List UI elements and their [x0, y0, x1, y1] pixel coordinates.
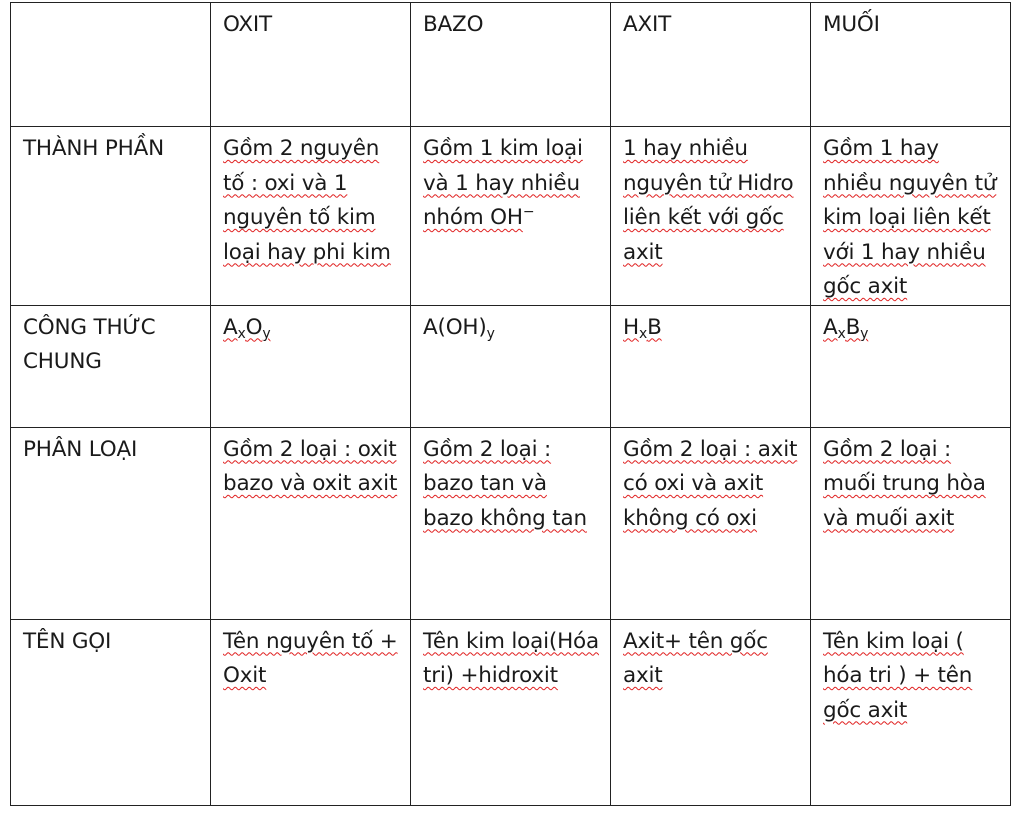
- cell-cong-thuc-axit: [611, 305, 811, 427]
- text-phan-loai-bazo: Gồm 2 loại : bazo tan và bazo không tan: [423, 436, 587, 531]
- formula-bazo: $A(OH)_y$: [423, 314, 495, 342]
- row-phan-loai: [11, 427, 1011, 619]
- text-thanh-phan-oxit: Gồm 2 nguyên tố : oxi và 1 nguyên tố kim loại hay phi kim: [223, 136, 391, 265]
- formula-oxit: $A_xO_y$: [223, 314, 271, 342]
- oh-charge: −: [522, 204, 535, 220]
- label-ten-goi: TÊN GỌI: [11, 619, 211, 805]
- header-axit: AXIT: [611, 3, 811, 127]
- cell-thanh-phan-axit: [611, 127, 811, 306]
- cell-phan-loai-axit: [611, 427, 811, 619]
- text-thanh-phan-muoi: Gồm 1 hay nhiều nguyên tử kim loại liên kết với 1 hay nhiều gốc axit: [823, 136, 997, 299]
- text-phan-loai-oxit: Gồm 2 loại : oxit bazo và oxit axit: [223, 436, 398, 496]
- text-ten-goi-oxit: Tên nguyên tố + Oxit: [223, 628, 398, 688]
- cell-cong-thuc-oxit: [211, 305, 411, 427]
- formula-muoi: $A_xB_y$: [823, 314, 869, 342]
- label-thanh-phan: THÀNH PHẦN: [11, 127, 211, 306]
- cell-phan-loai-oxit: [211, 427, 411, 619]
- cell-phan-loai-muoi: [811, 427, 1011, 619]
- cell-cong-thuc-muoi: [811, 305, 1011, 427]
- header-bazo: BAZO: [411, 3, 611, 127]
- text-ten-goi-muoi: Tên kim loại ( hóa tri ) + tên gốc axit: [823, 628, 973, 723]
- header-row: [11, 3, 1011, 127]
- text-thanh-phan-bazo: Gồm 1 kim loại và 1 hay nhiều nhóm OH: [423, 136, 583, 230]
- formula-axit: $H_xB$: [623, 314, 662, 342]
- header-empty: [11, 3, 211, 127]
- cell-phan-loai-bazo: [411, 427, 611, 619]
- row-thanh-phan: [11, 127, 1011, 306]
- header-muoi: MUỐI: [811, 3, 1011, 127]
- row-cong-thuc: [11, 305, 1011, 427]
- label-cong-thuc: CÔNG THỨC CHUNG: [11, 305, 211, 427]
- cell-cong-thuc-bazo: [411, 305, 611, 427]
- header-oxit: OXIT: [211, 3, 411, 127]
- text-ten-goi-axit: Axit+ tên gốc axit: [623, 628, 768, 688]
- label-phan-loai: PHÂN LOẠI: [11, 427, 211, 619]
- text-ten-goi-bazo: Tên kim loại(Hóa tri) +hidroxit: [423, 628, 599, 688]
- text-phan-loai-muoi: Gồm 2 loại : muối trung hòa và muối axit: [823, 436, 986, 531]
- chemistry-table: [10, 2, 1011, 806]
- cell-ten-goi-bazo: [411, 619, 611, 805]
- cell-thanh-phan-oxit: [211, 127, 411, 306]
- cell-ten-goi-oxit: [211, 619, 411, 805]
- cell-ten-goi-muoi: [811, 619, 1011, 805]
- row-ten-goi: [11, 619, 1011, 805]
- cell-ten-goi-axit: [611, 619, 811, 805]
- cell-thanh-phan-bazo: [411, 127, 611, 306]
- text-thanh-phan-axit: 1 hay nhiều nguyên tử Hidro liên kết với gốc axit: [623, 136, 794, 265]
- cell-thanh-phan-muoi: [811, 127, 1011, 306]
- text-phan-loai-axit: Gồm 2 loại : axit có oxi và axit không có oxi: [623, 436, 798, 531]
